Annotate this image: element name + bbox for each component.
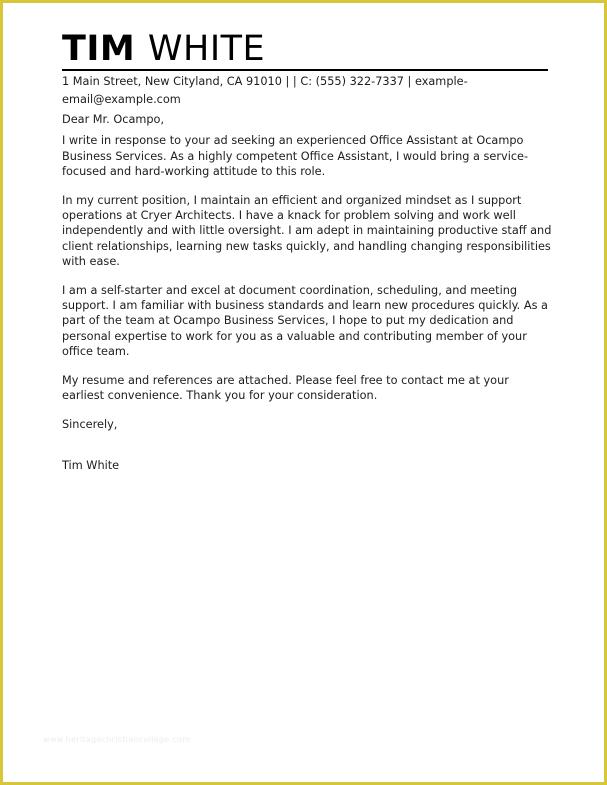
header-divider xyxy=(62,69,548,71)
paragraph-2: In my current position, I maintain an efficient and organized mindset as I support operations at Cryer Architects. I have a knack for problem solving and work well independently and with little oversight. I am adept in maintaining productive staff and client relationships, learning new tasks quickly, and handling changing responsibilities with ease. xyxy=(62,193,552,269)
contact-info: 1 Main Street, New Cityland, CA 91010 | | C: (555) 322-7337 | example-email@example.com xyxy=(62,75,468,106)
paragraph-3: I am a self-starter and excel at document coordination, scheduling, and meeting support. I am familiar with business standards and learn new procedures quickly. As a part of the team at Ocampo Business Services, I hope to put my dedication and personal expertise to work for you as a valuable and contributing member of your office team. xyxy=(62,283,548,359)
sender-last-name: WHITE xyxy=(147,29,266,69)
signature: Tim White xyxy=(62,459,120,472)
paragraph-4: My resume and references are attached. Please feel free to contact me at your earliest convenience. Thank you for your consideration. xyxy=(62,373,509,403)
paragraph-1: I write in response to your ad seeking an experienced Office Assistant at Ocampo Business Services. As a highly competent Office Assistant, I would bring a service-focused and hard-working attitude to this role. xyxy=(62,134,529,179)
closing: Sincerely, xyxy=(62,417,118,431)
salutation: Dear Mr. Ocampo, xyxy=(62,113,165,126)
sender-name xyxy=(62,29,265,69)
watermark: www.heritagechristiancollege.com xyxy=(43,735,191,744)
letter-body xyxy=(62,112,552,432)
sender-first-name: TIM xyxy=(62,29,136,69)
